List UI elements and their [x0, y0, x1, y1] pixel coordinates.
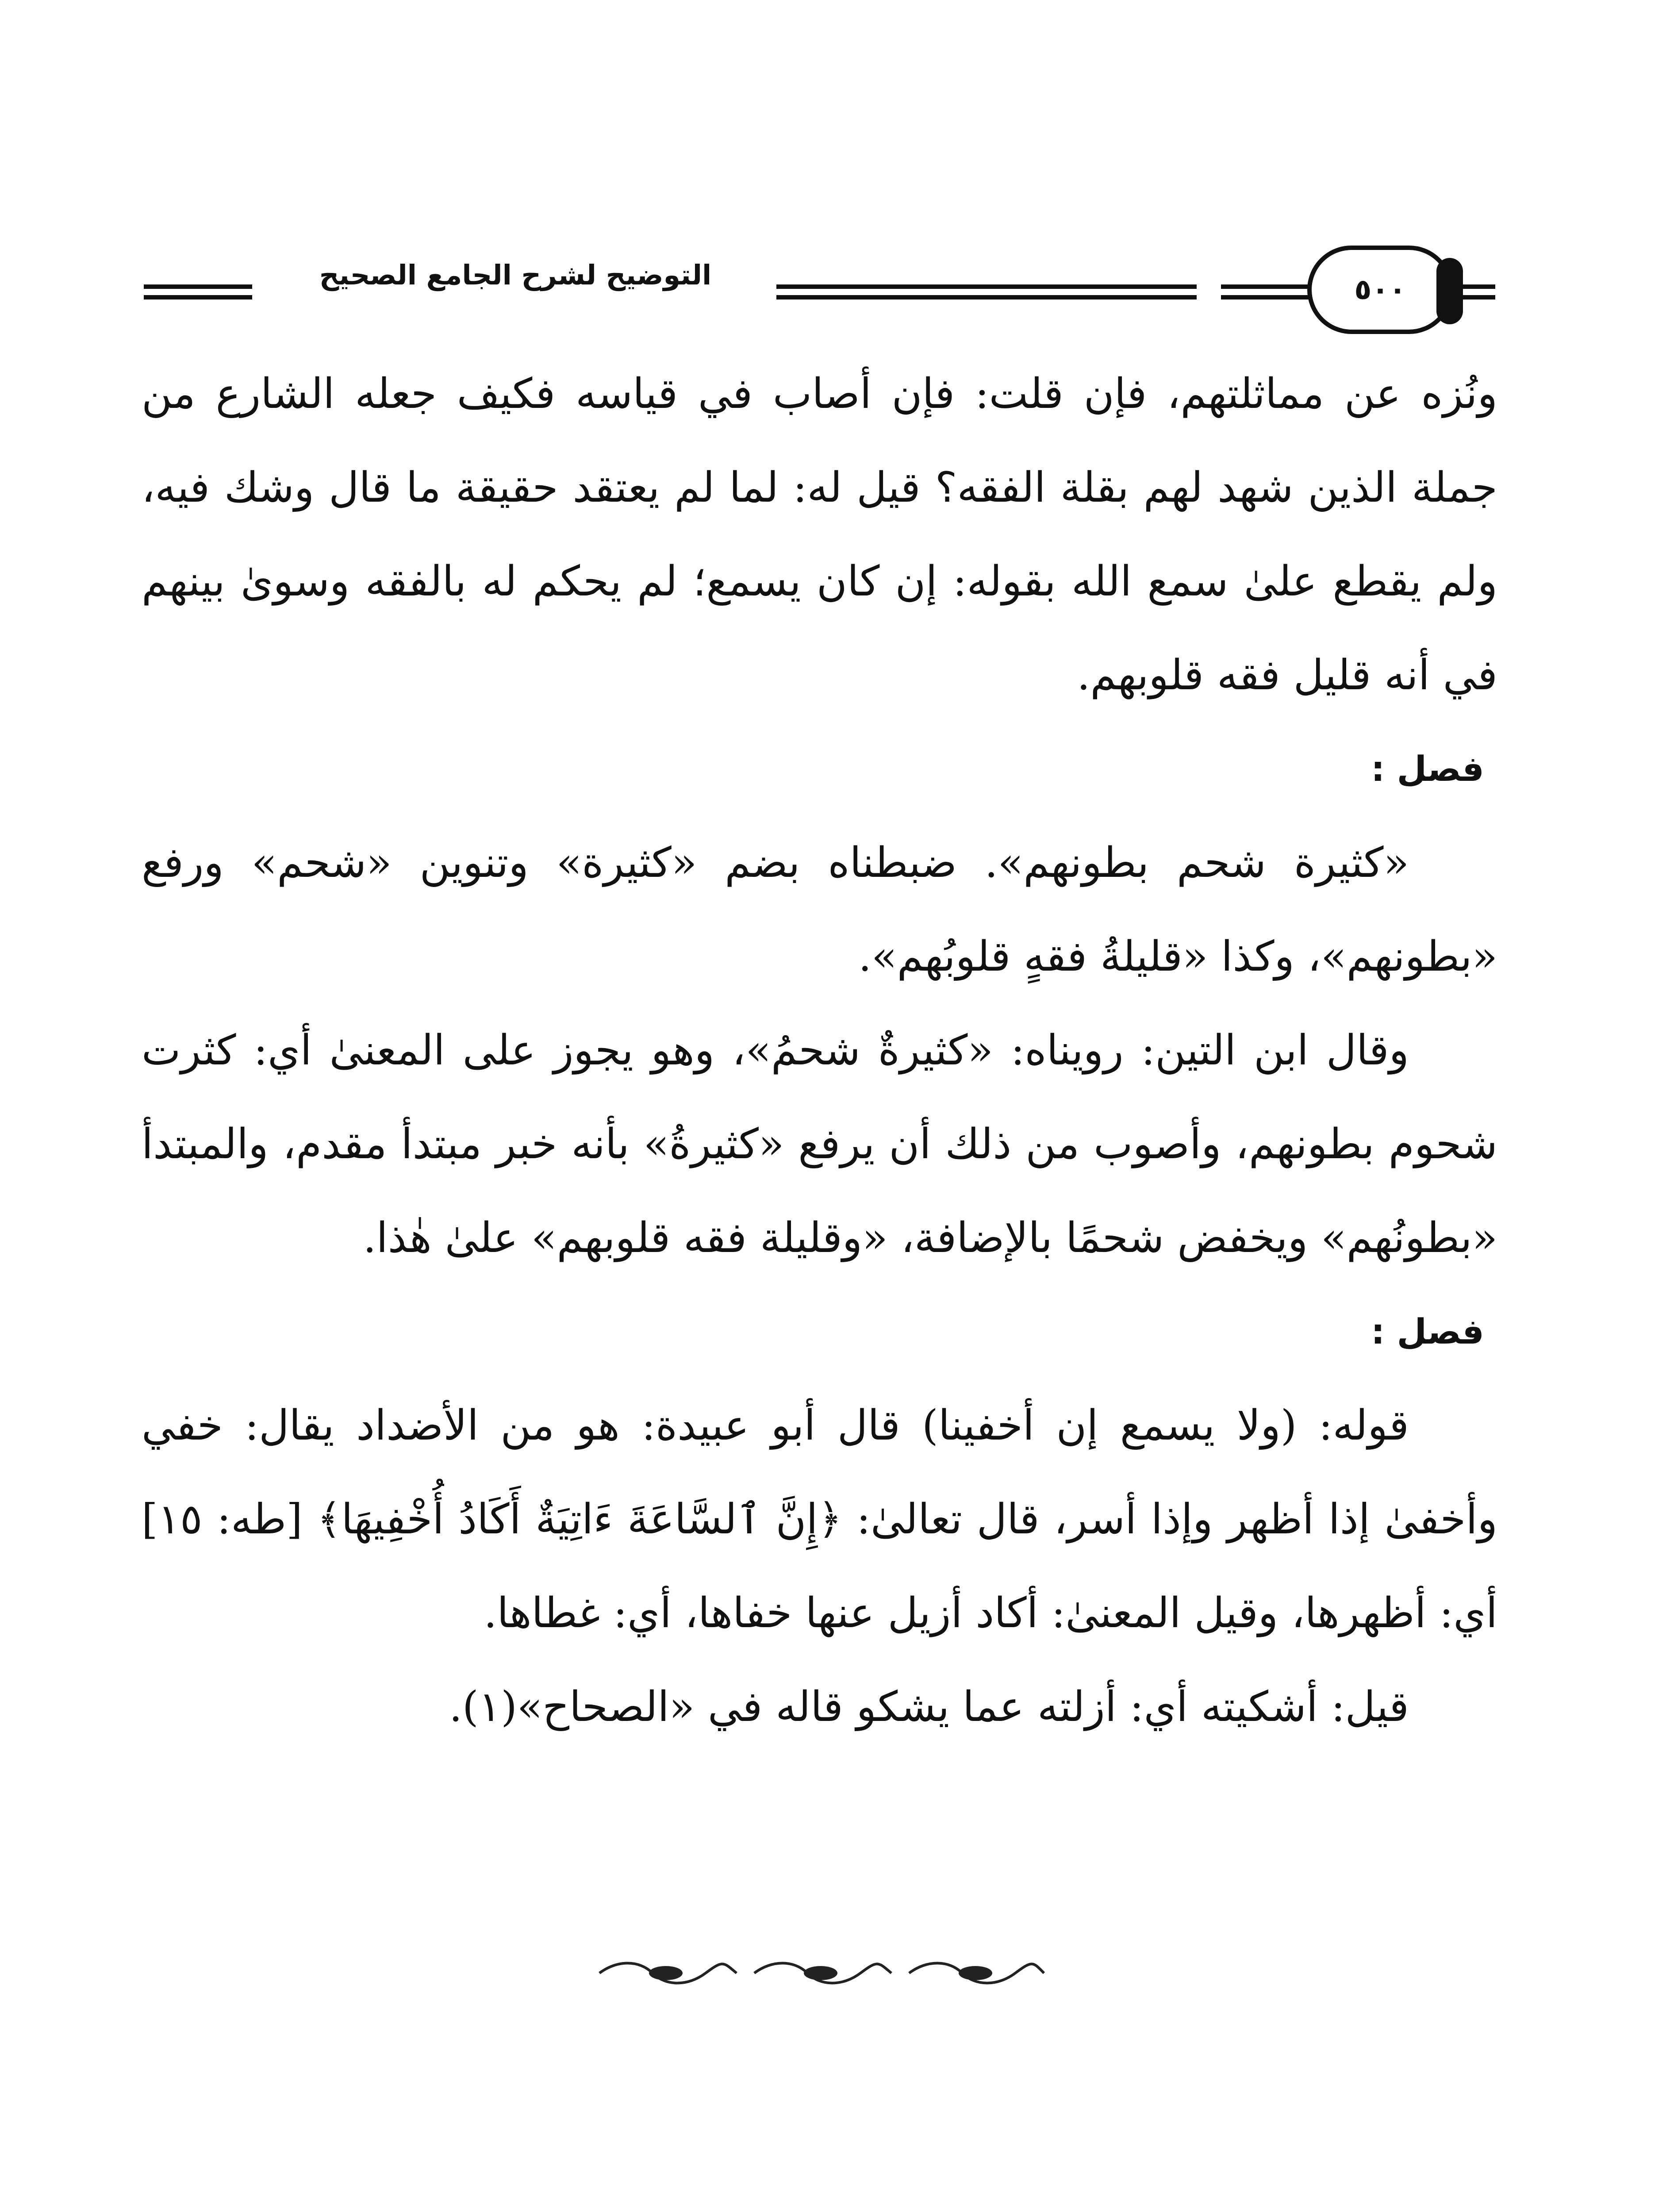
- paragraph-1: ونُزه عن مماثلتهم، فإن قلت: فإن أصاب في قياسه فكيف جعله الشارع من جملة الذين شهد لهم بقلة الفقه؟ قيل له: لما لم يعتقد حقيقة ما قال وشك فيه، ولم يقطع علىٰ سمع الله بقوله: إن كان يسمع؛ لم يحكم له بالفقه وسوىٰ بينهم في أنه قليل فقه قلوبهم.: [142, 370, 1497, 699]
- page-number: ٥٠٠: [1354, 273, 1406, 306]
- paragraph-3: وقال ابن التين: رويناه: «كثيرةٌ شحمُ»، وهو يجوز على المعنىٰ أي: كثرت شحوم بطونهم، وأصوب من ذلك أن يرفع «كثيرةُ» بأنه خبر مبتدأ مقدم، والمبتدأ «بطونُهم» ويخفض شحمًا بالإضافة، «وقليلة فقه قلوبهم» علىٰ هٰذا.: [142, 1026, 1497, 1262]
- header-book-title: التوضيح لشرح الجامع الصحيح: [319, 259, 712, 291]
- badge-ornament: [1436, 258, 1463, 324]
- paragraph-2: «كثيرة شحم بطونهم». ضبطناه بضم «كثيرة» وتنوين «شحم» ورفع «بطونهم»، وكذا «قليلةُ فقهٍ قلوبُهم».: [142, 839, 1497, 981]
- header-rule-left: [144, 284, 252, 300]
- header-rule-middle: [776, 284, 1197, 300]
- page-number-badge: [1307, 246, 1453, 334]
- paragraph-4: قوله: (ولا يسمع إن أخفينا) قال أبو عبيدة: هو من الأضداد يقال: خفي وأخفىٰ إذا أظهر وإذا أسر، قال تعالىٰ: ﴿إِنَّ ٱلسَّاعَةَ ءَاتِيَةٌ أَكَادُ أُخْفِيهَا﴾ [طه: ١٥] أي: أظهرها، وقيل المعنىٰ: أكاد أزيل عنها خفاها، أي: غطاها.: [142, 1402, 1497, 1637]
- section-heading-1: فصل :: [1371, 749, 1484, 789]
- section-end-ornament: [591, 1955, 1051, 1991]
- paragraph-5: قيل: أشكيته أي: أزلته عما يشكو قاله في «الصحاح»(١).: [449, 1683, 1409, 1731]
- main-text: [142, 347, 1497, 1754]
- running-header: [144, 241, 1495, 343]
- section-heading-2: فصل :: [1371, 1312, 1484, 1352]
